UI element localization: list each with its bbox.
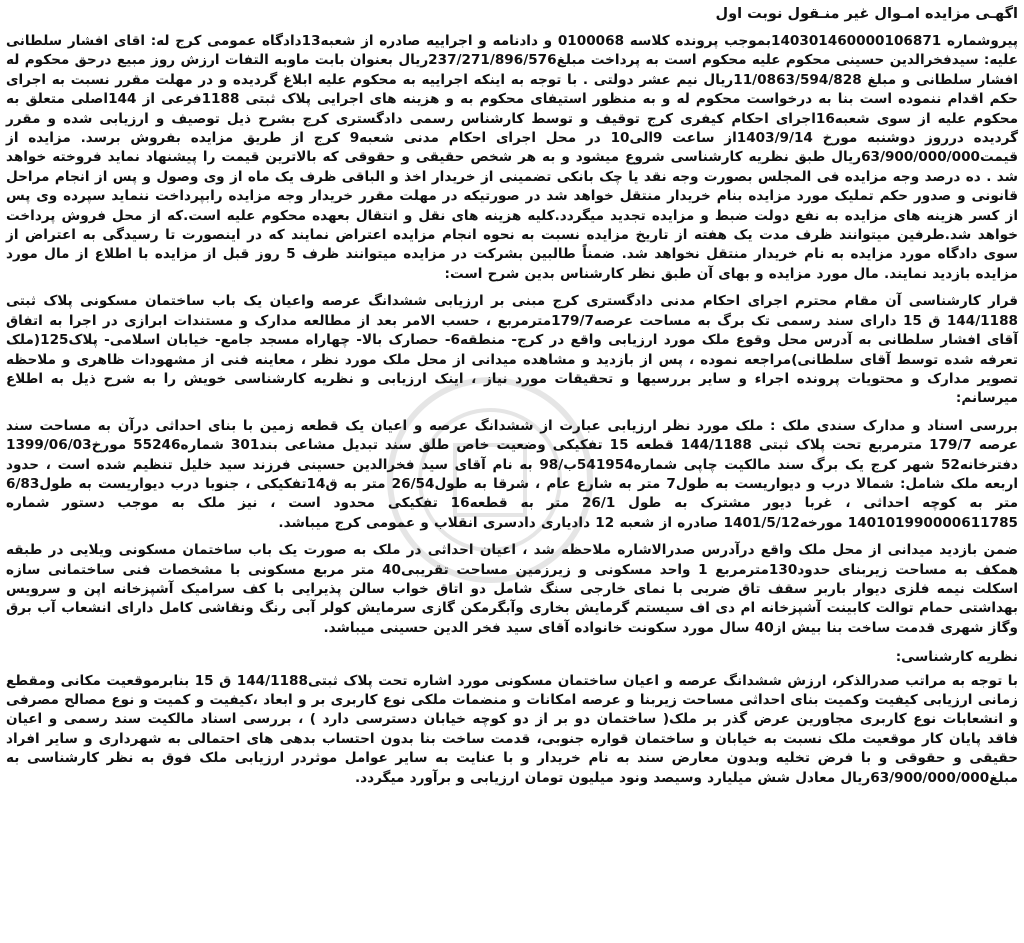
expert-assignment-paragraph: قرار کارشناسی آن مقام محترم اجرای احکام مدنی دادگستری کرج مبنی بر ارزیابی ششدانگ عرصه واعیان یک باب ساختمان مسکونی پلاک ثبتی 144/1188 ق 15 دارای سند رسمی تک برگ به مساحت عرصه179/7مترمربع ، حسب الامر بعد از مطالعه مدارک و مستندات ابرازی در اجرا به اتفاق آقای افشار سلطانی به آدرس محل وقوع ملک مورد ارزیابی واقع در کرج- منطقه6- حصارک بالا- چهاراه مسجد جامع- خیابان اسلامی- پلاک125(ملک تعرفه شده توسط آقای سلطانی)مراجعه نموده ، پس از بازدید و مشاهده میدانی از محل ملک مورد نظر ، معاینه فنی از مشهودات ظاهری و ملاحظه تصویر مدارک و محتویات پرونده اجراء و سایر بررسیها و تحقیقات مورد نیاز ، اینک ارزیابی و نظریه کارشناسی خویش را به شرح ذیل به اطلاع میرسانم: <box>6 293 1018 407</box>
notice-intro-paragraph: پیروشماره 140301460000106871بموجب پرونده کلاسه 0100068 و دادنامه و اجراییه صادره از شعبه13دادگاه عمومی کرج له: اقای افشار سلطانی علیه: سیدفخرالدین حسینی محکوم علیه محکوم است به پرداخت مبلغ237/271/896/576ریال بعنوان بابت ماوبه التفات ارزش روز مبیع درحق محکوم له افشار سلطانی و مبلغ 11/0863/594/828ریال نیم عشر دولتی . با توجه به اینکه اجراییه به محکوم علیه ابلاغ گردیده و در مهلت مقرر نسبت به اجرای حکم اقدام ننموده است بنا به درخواست محکوم له و به منظور استیفای محکوم به و هزینه های اجرایی پلاک ثبتی 1188فرعی از 144اصلی متعلق به محکوم علیه از سوی شعبه16اجرای احکام کیفری کرج توقیف و توسط کارشناس رسمی دادگستری کرج بشرح ذیل توصیف و ارزیابی شده و مقرر گردیده درروز دوشنبه مورخ 1403/9/14از ساعت 9الی10 در محل اجرای احکام مدنی شعبه9 کرج از طریق مزایده بفروش برسد. مزایده از قیمت63/900/000/000ریال طبق نظریه کارشناسی شروع میشود و به هر شخص حقیقی و حقوقی که بالاترین قیمت را پیشنهاد نماید فروخته خواهد شد . ده درصد وجه مزایده فی المجلس بصورت وجه نقد یا چک بانکی تضمینی از خریدار اخذ و الباقی ظرف یک ماه از وی وصول و پس از انجام مراحل قانونی و صدور حکم تملیک مورد مزایده بنام خریدار منتقل خواهد شد در صورتیکه در مهلت مقرر خریدار وجه مزایده رابپرداخت ننماید سپرده وی پس از کسر هزینه های مزایده به نفع دولت ضبط و مزایده تجدید میگردد.کلیه هزینه های نقل و انتقال بعهده محکوم علیه است.که از محل فروش پرداخت خواهد شد.طرفین میتوانند ظرف مدت یک هفته از تاریخ مزایده نسبت به نحوه انجام مزایده اعتراض نمایند که در اینصورت تا رسیدگی به اعتراض از سوی دادگاه مورد مزایده به نام خریدار منتقل نخواهد شد. ضمناً طالبین بشرکت در مزایده میتوانند ظرف 5 روز قبل از مزایده با اطلاع از مال مورد مزایده بازدید نمایند. مال مورد مزایده و بهای آن طبق نظر کارشناس بدین شرح است: <box>6 33 1019 282</box>
property-documents-paragraph: بررسی اسناد و مدارک سندی ملک : ملک مورد نظر ارزیابی عبارت از ششدانگ عرصه و اعیان یک قطعه زمین با بنای احداثی درآن به مساحت سند عرصه 179/7 مترمربع تحت پلاک ثبتی 144/1188 قطعه 15 تفکیکی وضعیت خاص طلق سند تبدیل مشاعی بند301 شماره55246 مورخ1399/06/03 دفترخانه52 شهر کرج یک برگ سند مالکیت چاپی شماره541954ب/98 به نام آقای سید فخرالدین حسینی فرزند سید خلیل تنظیم شده است ، حدود اربعه ملک شامل: شمالا درب و دیواریست به طول7 متر به شارع عام ، شرقا به طول26/54 متر به ق14تفکیکی ، جنوبا درب دیواریست به طول6/83 متر به کوچه احداثی ، غربا دیور مشترک به طول 26/1 متر به قطعه16 تفکیکی محدود است ، نیز ملک به موجب دستور شماره 140101990000611785 مورخه1401/5/12 صادره از شعبه 12 دادیاری دادسری انقلاب و عمومی کرج میباشد. <box>6 417 1019 531</box>
opinion-paragraph: با توجه به مراتب صدرالذکر، ارزش ششدانگ عرصه و اعیان ساختمان مسکونی مورد اشاره تحت پلاک ثبتی144/1188 ق 15 بنابرموقعیت مکانی ومقطع زمانی ارزیابی کیفیت وکمیت بنای احداثی مساحت زیربنا و عرصه امکانات و منضمات ملکی نوع کاربری بر و ابعاد ،کیفیت و کمیت و نوع مصالح مصرفی و انشعابات نوع کاربری مجاورین عرض گذر بر ملک( ساختمان دو بر از دو کوچه خیابان دسترسی دارد ) ، بررسی اسناد مالکیت سند رسمی و اعیان فاقد پایان کار موقعیت ملک نسبت به خیابان و ساختمان قواره جنوبی، قدمت ساخت بنا بدون احتساب بدهی های احتمالی به شهرداری و سایر افراد حقیقی و حقوقی و با فرض تخلیه وبدون معارض سند به نام خریدار و با عنایت به سایر عوامل موثردر ارزیابی ملک فوق به نظر کارشناسی به مبلغ63/900/000/000ریال معادل شش میلیارد وسیصد ونود میلیون تومان ارزیابی و برآورد میگردد. <box>6 672 1019 786</box>
site-inspection-paragraph: ضمن بازدید میدانی از محل ملک واقع درآدرس صدرالاشاره ملاحظه شد ، اعیان احداثی در ملک به صورت یک باب ساختمان مسکونی ویلایی در طبقه همکف به مساحت زیربنای حدود130مترمربع 1 واحد مسکونی و زیرزمین مساحت تقریبی40 متر مربع مسکونی با مشخصات فنی ساختمانی سازه اسکلت نیمه فلزی دیوار باربر سقف تاق ضربی با نمای خارجی سنگ شامل دو اتاق خواب سالن پذیرایی با کف سرامیک آشپزخانه اپن و سرویس بهداشتی حمام توالت کابینت آشپزخانه ام دی اف سیستم گرمایش بخاری وآبگرمکن گازی سرمایش کولر آبی رنگ ونقاشی کامل دارای انشعاب آب برق وگاز شهری قدمت ساخت بنا بیش از40 سال مورد سکونت خانواده آقای سید فخر الدین حسینی میباشد. <box>6 542 1018 636</box>
opinion-heading: نظریه کارشناسی: <box>895 649 1018 666</box>
notice-title: اگهـی مزایده امـوال غیر منـقول نوبت اول <box>715 6 1018 22</box>
auction-notice <box>6 4 1018 796</box>
